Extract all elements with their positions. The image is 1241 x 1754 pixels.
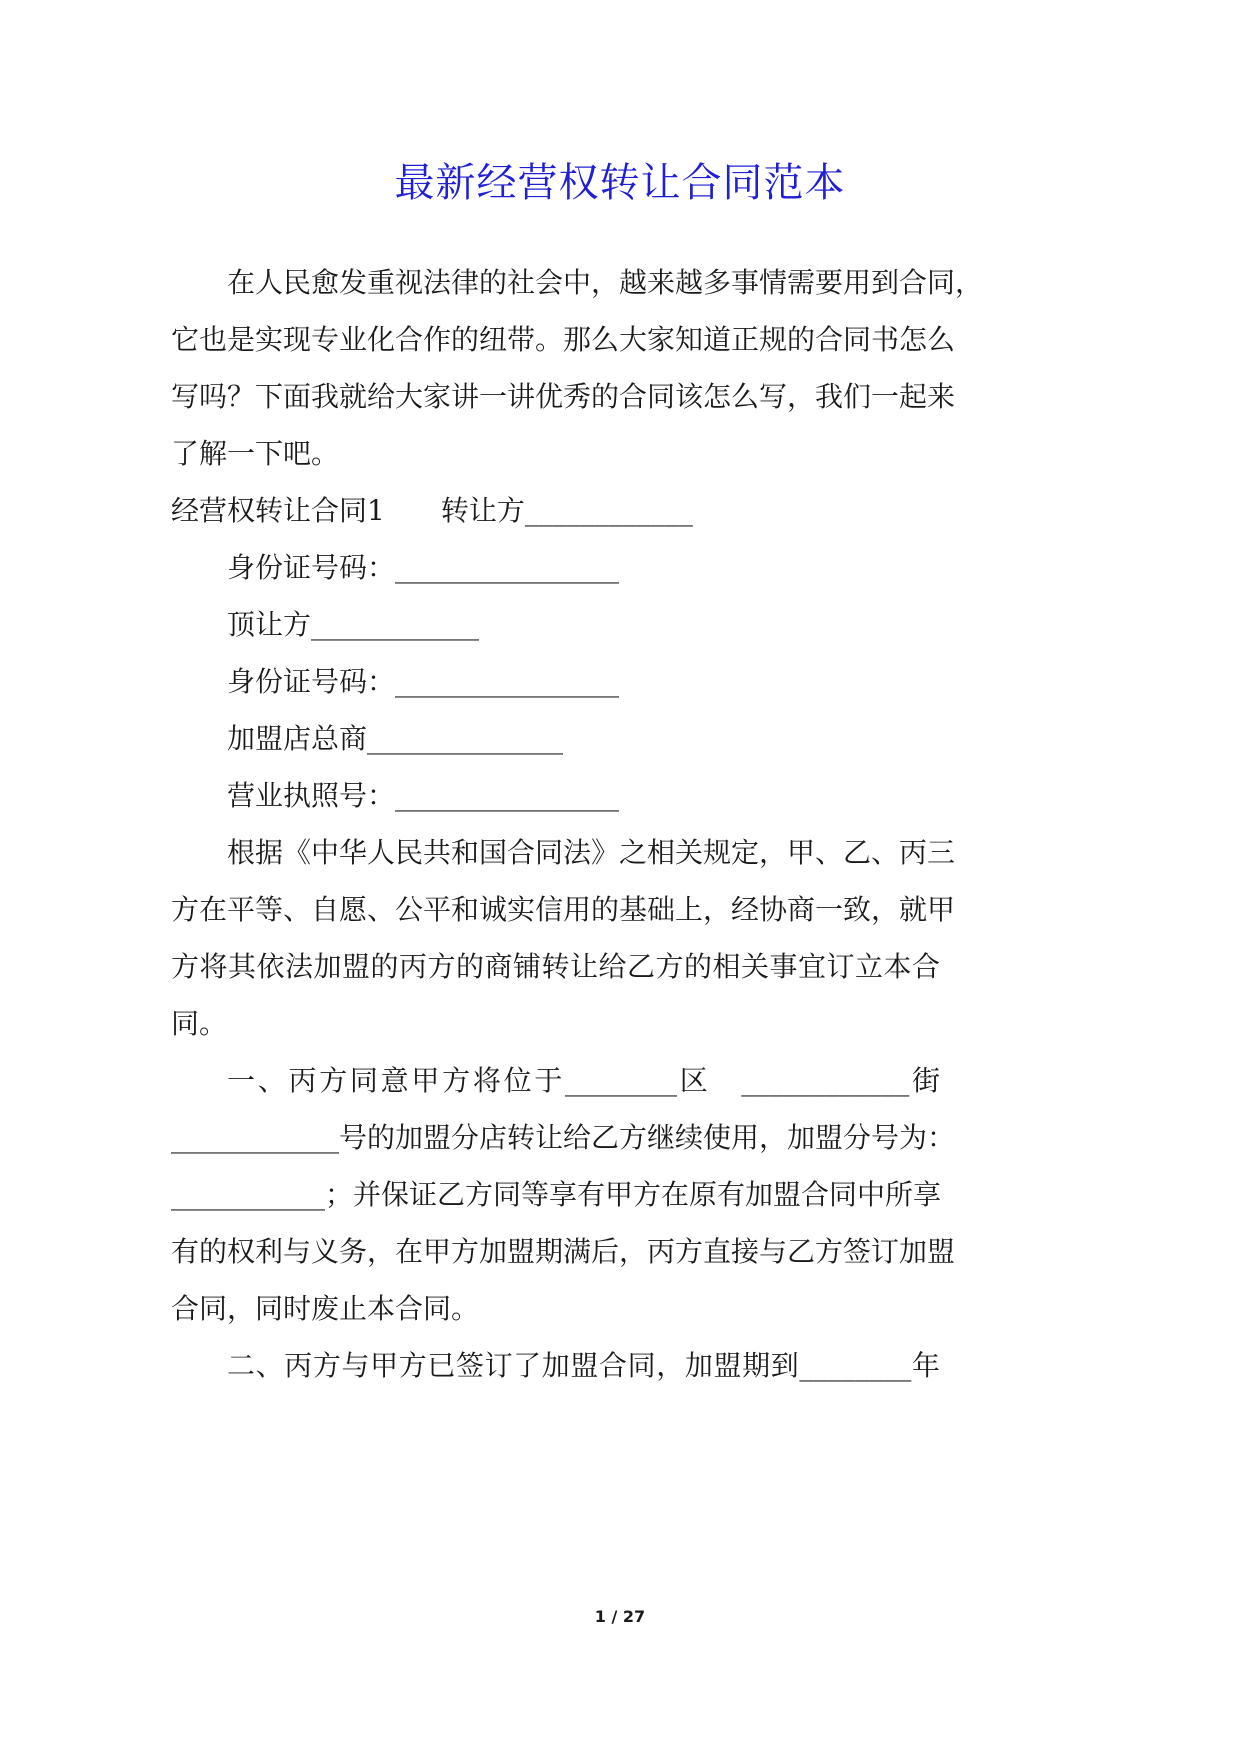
franchisor-field: 加盟店总商______________ (227, 722, 564, 755)
intro-line-4: 了解一下吧。 (171, 437, 340, 470)
clause-1-line-3: ___________；并保证乙方同等享有甲方在原有加盟合同中所享 (171, 1178, 942, 1211)
intro-line-3: 写吗？下面我就给大家讲一讲优秀的合同该怎么写，我们一起来 (171, 380, 956, 413)
page-number: 1 / 27 (594, 1607, 646, 1626)
preamble-line-2: 方在平等、自愿、公平和诚实信用的基础上，经协商一致，就甲 (171, 893, 956, 926)
preamble-line-3: 方将其依法加盟的丙方的商铺转让给乙方的相关事宜订立本合 (171, 950, 940, 983)
transferor-id-field: 身份证号码：________________ (227, 551, 620, 584)
clause-1-line-2: ____________号的加盟分店转让给乙方继续使用，加盟分号为： (171, 1121, 956, 1154)
clause-1-line-1: 一、丙方同意甲方将位于________区 ____________街 (227, 1064, 940, 1097)
assignee-field: 顶让方____________ (227, 608, 480, 641)
clause-2-line-1: 二、丙方与甲方已签订了加盟合同，加盟期到________年 (227, 1349, 940, 1382)
preamble-line-1: 根据《中华人民共和国合同法》之相关规定，甲、乙、丙三 (227, 836, 956, 869)
preamble-line-4: 同。 (171, 1007, 228, 1040)
contract-heading-transferor: 经营权转让合同1 转让方____________ (171, 494, 693, 527)
document-title: 最新经营权转让合同范本 (394, 160, 846, 206)
intro-line-1: 在人民愈发重视法律的社会中，越来越多事情需要用到合同， (227, 266, 984, 299)
clause-1-line-5: 合同，同时废止本合同。 (171, 1292, 480, 1325)
assignee-id-field: 身份证号码：________________ (227, 665, 620, 698)
clause-1-line-4: 有的权利与义务，在甲方加盟期满后，丙方直接与乙方签订加盟 (171, 1235, 956, 1268)
intro-line-2: 它也是实现专业化合作的纽带。那么大家知道正规的合同书怎么 (171, 323, 956, 356)
business-license-field: 营业执照号：________________ (227, 779, 620, 812)
